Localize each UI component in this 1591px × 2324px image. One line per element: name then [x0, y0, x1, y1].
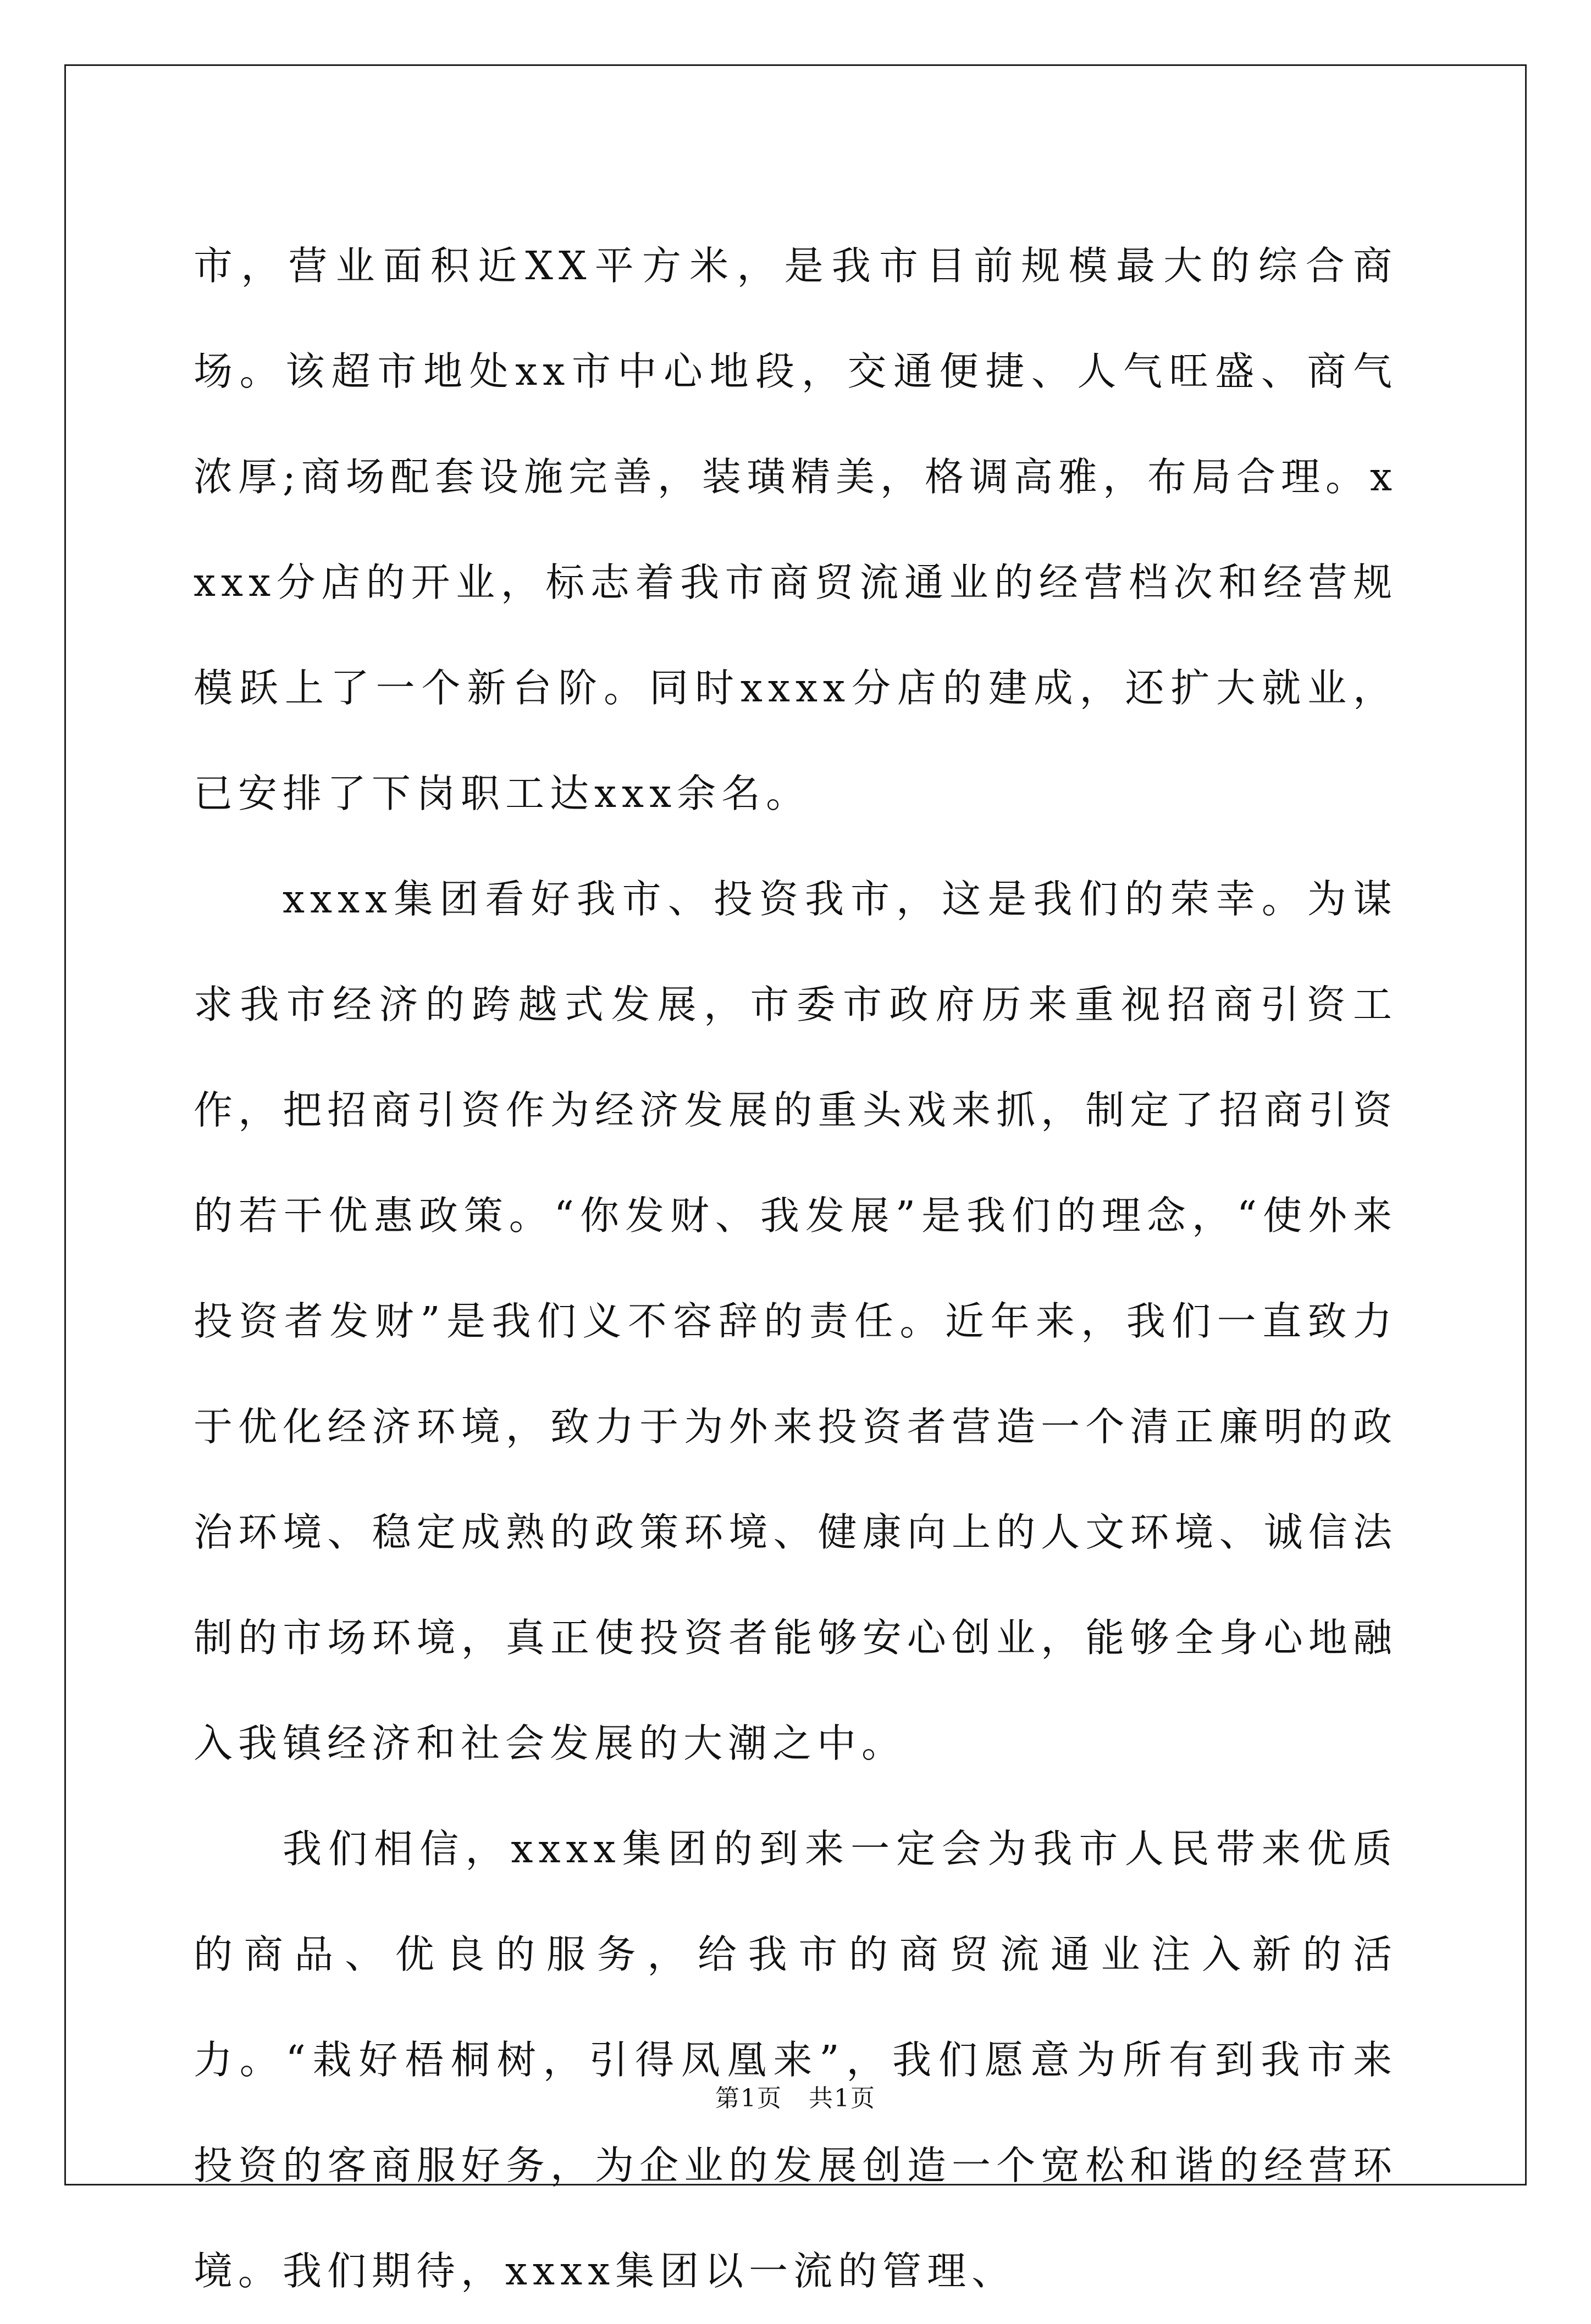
document-body	[194, 213, 1397, 2324]
page-footer	[0, 2082, 1591, 2115]
paragraph-3: 我们相信，xxxx集团的到来一定会为我市人民带来优质的商品、优良的服务，给我市的商贸流通业注入新的活力。“栽好梧桐树，引得凤凰来”，我们愿意为所有到我市来投资的客商服好务，为企业的发展创造一个宽松和谐的经营环境。我们期待，xxxx集团以一流的管理、	[194, 1826, 1397, 2294]
paragraph-2: xxxx集团看好我市、投资我市，这是我们的荣幸。为谋求我市经济的跨越式发展，市委市政府历来重视招商引资工作，把招商引资作为经济发展的重头戏来抓，制定了招商引资的若干优惠政策。“你发财、我发展”是我们的理念，“使外来投资者发财”是我们义不容辞的责任。近年来，我们一直致力于优化经济环境，致力于为外来投资者营造一个清正廉明的政治环境、稳定成熟的政策环境、健康向上的人文环境、诚信法制的市场环境，真正使投资者能够安心创业，能够全身心地融入我镇经济和社会发展的大潮之中。	[194, 876, 1397, 1766]
page-number: 第1页 共1页	[715, 2084, 876, 2112]
paragraph-1: 市，营业面积近XX平方米，是我市目前规模最大的综合商场。该超市地处xx市中心地段，交通便捷、人气旺盛、商气浓厚;商场配套设施完善，装璜精美，格调高雅，布局合理。xxxx分店的开业，标志着我市商贸流通业的经营档次和经营规模跃上了一个新台阶。同时xxxx分店的建成，还扩大就业，已安排了下岗职工达xxx余名。	[194, 243, 1397, 816]
